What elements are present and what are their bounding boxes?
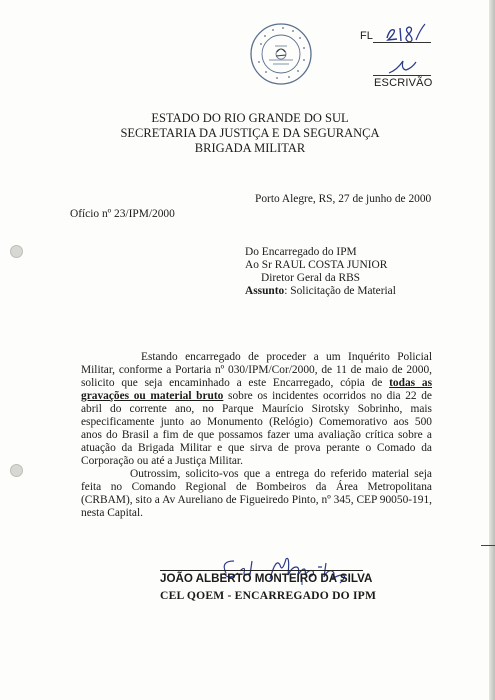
clerk-line: [373, 75, 431, 76]
subject-line: [245, 285, 396, 298]
place-date: Porto Alegre, RS, 27 de junho de 2000: [255, 193, 432, 205]
clerk-initials: [385, 58, 419, 76]
signature-line: [160, 570, 363, 571]
punch-hole-upper: [10, 245, 23, 258]
folio-underline: [373, 42, 431, 43]
subject-value: : Solicitação de Material: [284, 285, 396, 297]
body-paragraph-2: Outrossim, solicito-vos que a entrega do referido material seja feita no Comando Regional de Bombeiros da Área Metropolitana (CRBAM), sito a Av Aureliano de Figueiredo Pinto, nº 345, CEP 90050-191, nesta Capital.: [81, 468, 432, 519]
letter-body: [81, 351, 432, 520]
signatory-name: JOÃO ALBERTO MONTEIRO DA SILVA: [160, 572, 373, 585]
official-stamp: [249, 22, 313, 86]
subject-label: Assunto: [245, 285, 285, 297]
letterhead-state: ESTADO DO RIO GRANDE DO SUL: [151, 111, 349, 125]
folio-prefix: FL: [360, 30, 373, 42]
page-edge-shadow: [489, 0, 495, 700]
recipient-title: Diretor Geral da RBS: [261, 272, 361, 284]
letterhead-secretariat: SECRETARIA DA JUSTIÇA E DA SEGURANÇA: [120, 126, 380, 140]
scan-edge-mark: [481, 545, 495, 546]
signatory-role: CEL QOEM - ENCARREGADO DO IPM: [160, 589, 377, 602]
recipient-to: Ao Sr RAUL COSTA JUNIOR: [245, 259, 388, 271]
body-text: sobre os incidentes ocorridos no dia 22 de abril do corrente ano, no Parque Maurício Sirotsky Sobrinho, mais especificamente junto ao Monumento (Relógio) Comemorativo aos 500 anos do Brasil a fim de que possamos fazer uma avaliação crítica sobre a atuação da Brigada Militar e que sirva de prova perante o Comado da Corporação ou até a Justiça Militar.: [81, 390, 432, 467]
body-text: Estando encarregado de proceder a um Inquérito Policial Militar, conforme a Portaria nº 030/IPM/Cor/2000, de 11 de maio de 2000, solicito que seja encaminhado a este Encarregado, cópia de: [81, 351, 432, 389]
body-emphasis: todas as gravações ou material bruto: [81, 377, 432, 402]
body-paragraph-1: [81, 351, 432, 468]
punch-hole-lower: [10, 464, 23, 477]
letterhead-brigade: BRIGADA MILITAR: [194, 141, 306, 155]
office-number: Ofício nº 23/IPM/2000: [70, 208, 175, 220]
recipient-from: Do Encarregado do IPM: [245, 246, 357, 258]
clerk-label: ESCRIVÃO: [374, 77, 433, 89]
